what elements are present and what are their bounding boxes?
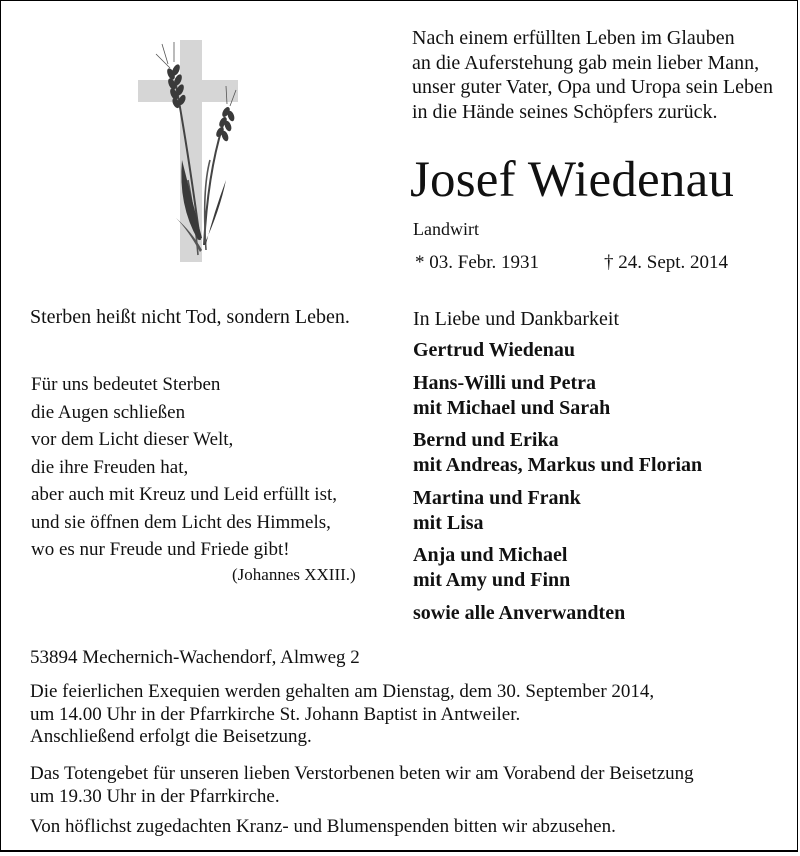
quote: [31, 371, 337, 564]
quote-line: wo es nur Freude und Friede gibt!: [31, 539, 290, 560]
quote-line: vor dem Licht dieser Welt,: [31, 429, 234, 450]
mourner: sowie alle Anverwandten: [413, 601, 626, 624]
prayer-line: um 19.30 Uhr in der Pfarrkirche.: [30, 785, 280, 807]
cross-with-wheat-icon: [138, 40, 238, 262]
service-line: Die feierlichen Exequien werden gehalten am Dienstag, dem 30. September 2014,: [30, 681, 655, 702]
profession: Landwirt: [413, 219, 479, 239]
mourners-list: [413, 338, 702, 626]
intro-line: Nach einem erfüllten Leben im Glauben: [412, 27, 735, 49]
death-date: † 24. Sept. 2014: [604, 252, 729, 273]
mourner: Bernd und Erika: [413, 429, 559, 451]
mourner: mit Andreas, Markus und Florian: [413, 454, 703, 476]
love-line: In Liebe und Dankbarkeit: [413, 308, 620, 330]
intro-line: in die Hände seines Schöpfers zurück.: [412, 100, 718, 123]
quote-line: und sie öffnen dem Licht des Himmels,: [31, 511, 331, 533]
mourner: Gertrud Wiedenau: [413, 339, 576, 361]
address: 53894 Mechernich-Wachendorf, Almweg 2: [30, 647, 360, 668]
service-line: Anschließend erfolgt die Beisetzung.: [30, 726, 312, 747]
mourner: mit Lisa: [413, 511, 484, 534]
mourner: mit Michael und Sarah: [413, 396, 611, 419]
mourner: Anja und Michael: [413, 544, 568, 566]
mourner: Hans-Willi und Petra: [413, 371, 596, 394]
motto: Sterben heißt nicht Tod, sondern Leben.: [30, 306, 350, 328]
quote-line: Für uns bedeutet Sterben: [31, 374, 221, 395]
quote-line: die ihre Freuden hat,: [31, 456, 189, 478]
intro-line: unser guter Vater, Opa und Uropa sein Leben: [412, 76, 773, 98]
mourner: mit Amy und Finn: [413, 569, 571, 591]
service-line: um 14.00 Uhr in der Pfarrkirche St. Johann Baptist in Antweiler.: [30, 703, 521, 725]
mourner: Martina und Frank: [413, 486, 581, 509]
prayer-info: [30, 763, 694, 808]
quote-line: die Augen schließen: [31, 401, 186, 423]
intro-text: [412, 26, 773, 124]
deceased-name: Josef Wiedenau: [410, 152, 735, 208]
prayer-line: Das Totengebet für unseren lieben Verstorbenen beten wir am Vorabend der Beisetzung: [30, 763, 694, 784]
intro-line: an die Auferstehung gab mein lieber Mann,: [412, 51, 760, 74]
service-info: [30, 681, 654, 749]
quote-line: aber auch mit Kreuz und Leid erfüllt ist,: [31, 484, 338, 505]
birth-date: * 03. Febr. 1931: [415, 252, 540, 273]
flowers-note: Von höflichst zugedachten Kranz- und Blumenspenden bitten wir abzusehen.: [30, 816, 616, 837]
quote-source: (Johannes XXIII.): [232, 565, 356, 584]
